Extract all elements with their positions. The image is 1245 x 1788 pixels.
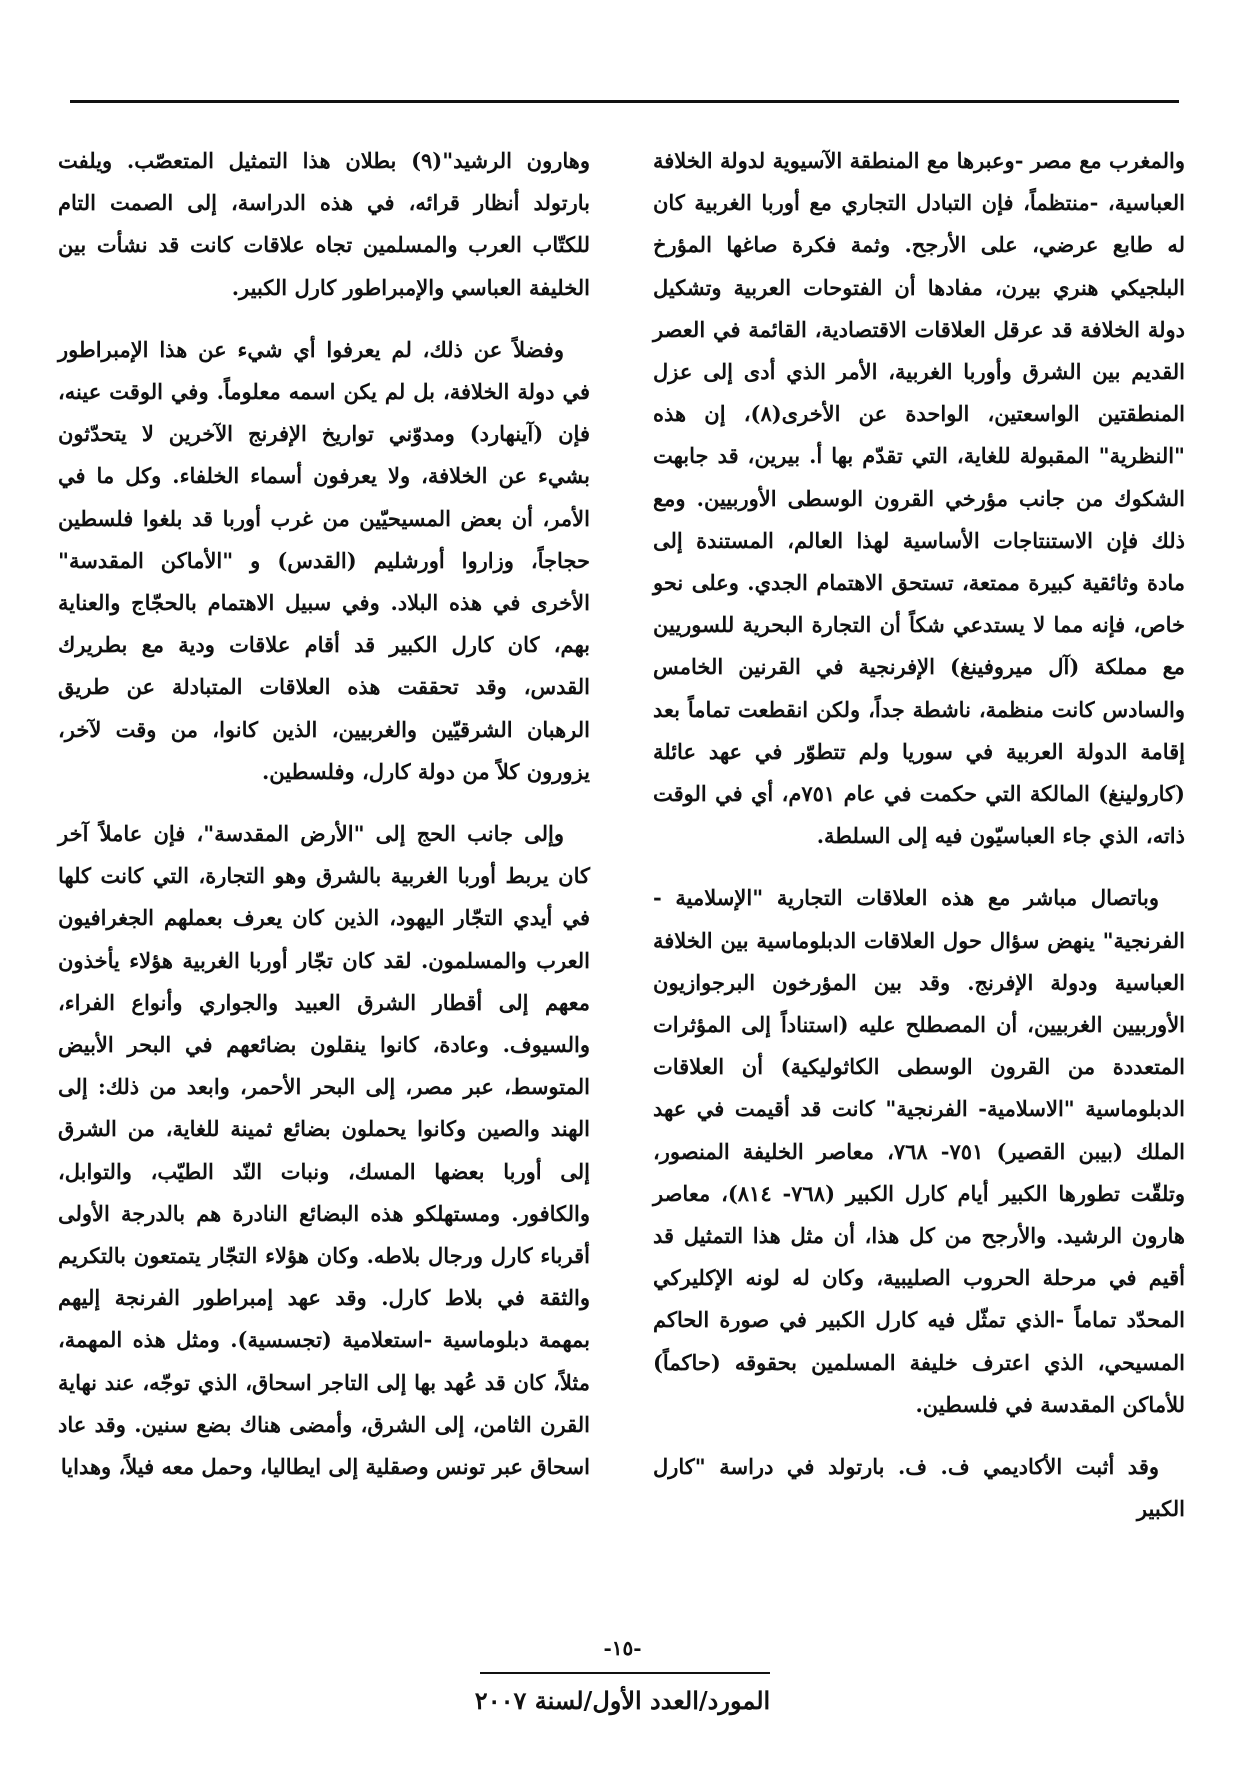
paragraph: وإلى جانب الحج إلى "الأرض المقدسة"، فإن عاملاً آخر كان يربط أوربا الغربية بالشرق وهو التجارة، التي كانت كلها في أيدي التجّار اليهود، الذين كان يعرف بعملهم الجغرافيون العرب والمسلمون. لقد كان تجّار أوربا الغربية هؤلاء يأخذون معهم إلى أقطار الشرق العبيد والجواري وأنواع الفراء، والسيوف. وعادة، كانوا ينقلون بضائعهم في البحر الأبيض المتوسط، عبر مصر، إلى البحر الأحمر، وابعد من ذلك: إلى الهند والصين وكانوا يحملون بضائع ثمينة للغاية، من الشرق إلى أوربا بعضها المسك، ونبات النّد الطيّب، والتوابل، والكافور. ومستهلكو هذه البضائع النادرة هم بالدرجة الأولى أقرباء كارل ورجال بلاطه. وكان هؤلاء التجّار يتمتعون بالتكريم والثقة في بلاط كارل. وقد عهد إمبراطور الفرنجة إليهم بمهمة دبلوماسية -استعلامية (تجسسية). ومثل هذه المهمة، مثلاً، كان قد عُهد بها إلى التاجر اسحاق، الذي توجّه، عند نهاية القرن الثامن، إلى الشرق، وأمضى هناك بضع سنين. وقد عاد اسحاق عبر تونس وصقلية إلى ايطاليا، وحمل معه فيلاً، وهدايا [58,821,590,1480]
footer-rule [480,1672,770,1674]
page-number: -١٥- [603,1636,642,1660]
top-rule [70,100,1179,103]
paragraph: والمغرب مع مصر -وعبرها مع المنطقة الآسيوية لدولة الخلافة العباسية، -منتظماً، فإن التبادل التجاري مع أوربا الغربية كان له طابع عرضي، على الأرجح. وثمة فكرة صاغها المؤرخ البلجيكي هنري بيرن، مفادها أن الفتوحات العربية وتشكيل دولة الخلافة قد عرقل العلاقات الاقتصادية، القائمة في العصر القديم بين الشرق وأوربا الغربية، الأمر الذي أدى إلى عزل المنطقتين الواسعتين، الواحدة عن الأخرى(٨)، إن هذه "النظرية" المقبولة للغاية، التي تقدّم بها أ. بيرين، قد جابهت الشكوك من جانب مؤرخي القرون الوسطى الأوربيين. ومع ذلك فإن الاستنتاجات الأساسية لهذا العالم، المستندة إلى مادة وثائقية كبيرة ممتعة، تستحق الاهتمام الجدي. وعلى نحو خاص، فإنه مما لا يستدعي شكاً أن التجارة البحرية للسوريين مع مملكة (آل ميروفينغ) الإفرنجية في القرنين الخامس والسادس كانت منظمة، ناشطة جداً، ولكن انقطعت تماماً بعد إقامة الدولة العربية في سوريا ولم تتطوّر في عهد عائلة (كارولينغ) المالكة التي حكمت في عام ٧٥١م، أي في الوقت ذاته، الذي جاء العباسيّون فيه إلى السلطة. [653,148,1185,849]
right-column [653,140,1185,1600]
left-column [58,140,590,1600]
paragraph: وهارون الرشيد"(٩) بطلان هذا التمثيل المتعصّب. ويلفت بارتولد أنظار قرائه، في هذه الدراسة، إلى الصمت التام للكتّاب العرب والمسلمين تجاه علاقات كانت قد نشأت بين الخليفة العباسي والإمبراطور كارل الكبير. [58,148,590,300]
paragraph: وفضلاً عن ذلك، لم يعرفوا أي شيء عن هذا الإمبراطور في دولة الخلافة، بل لم يكن اسمه معلوماً. وفي الوقت عينه، فإن (آينهارد) ومدوّني تواريخ الإفرنج الآخرين لا يتحدّثون بشيء عن الخلافة، ولا يعرفون أسماء الخلفاء. وكل ما في الأمر، أن بعض المسيحيّين من غرب أوربا قد بلغوا فلسطين حجاجاً، وزاروا أورشليم (القدس) و "الأماكن المقدسة" الأخرى في هذه البلاد. وفي سبيل الاهتمام بالحجّاج والعناية بهم، كان كارل الكبير قد أقام علاقات ودية مع بطريرك القدس، وقد تحققت هذه العلاقات المتبادلة عن طريق الرهبان الشرقيّين والغربيين، الذين كانوا، من وقت لآخر، يزورون كلاً من دولة كارل، وفلسطين. [58,336,590,784]
paragraph: وباتصال مباشر مع هذه العلاقات التجارية "الإسلامية - الفرنجية" ينهض سؤال حول العلاقات الدبلوماسية بين الخلافة العباسية ودولة الإفرنج. وقد بين المؤرخون البرجوازيون الأوربيين الغربيين، أن المصطلح عليه (استناداً إلى المؤثرات المتعددة من القرون الوسطى الكاثوليكية) أن العلاقات الدبلوماسية "الاسلامية- الفرنجية" كانت قد أقيمت في عهد الملك (بيبن القصير) ٧٥١- ٧٦٨، معاصر الخليفة المنصور، وتلقّت تطورها الكبير أيام كارل الكبير (٧٦٨- ٨١٤)، معاصر هارون الرشيد. والأرجح من كل هذا، أن مثل هذا التمثيل قد أقيم في مرحلة الحروب الصليبية، وكان له لونه الإكليركي المحدّد تماماً -الذي تمثّل فيه كارل الكبير في صورة الحاكم المسيحي، الذي اعترف خليفة المسلمين بحقوقه (حاكماً) للأماكن المقدسة في فلسطين. [653,885,1186,1417]
article-columns [58,140,1185,1600]
journal-footer: المورد/العدد الأول/لسنة ٢٠٠٧ [474,1686,771,1715]
paragraph: وقد أثبت الأكاديمي ف. ف. بارتولد في دراسة "كارل الكبير [653,1454,1185,1522]
